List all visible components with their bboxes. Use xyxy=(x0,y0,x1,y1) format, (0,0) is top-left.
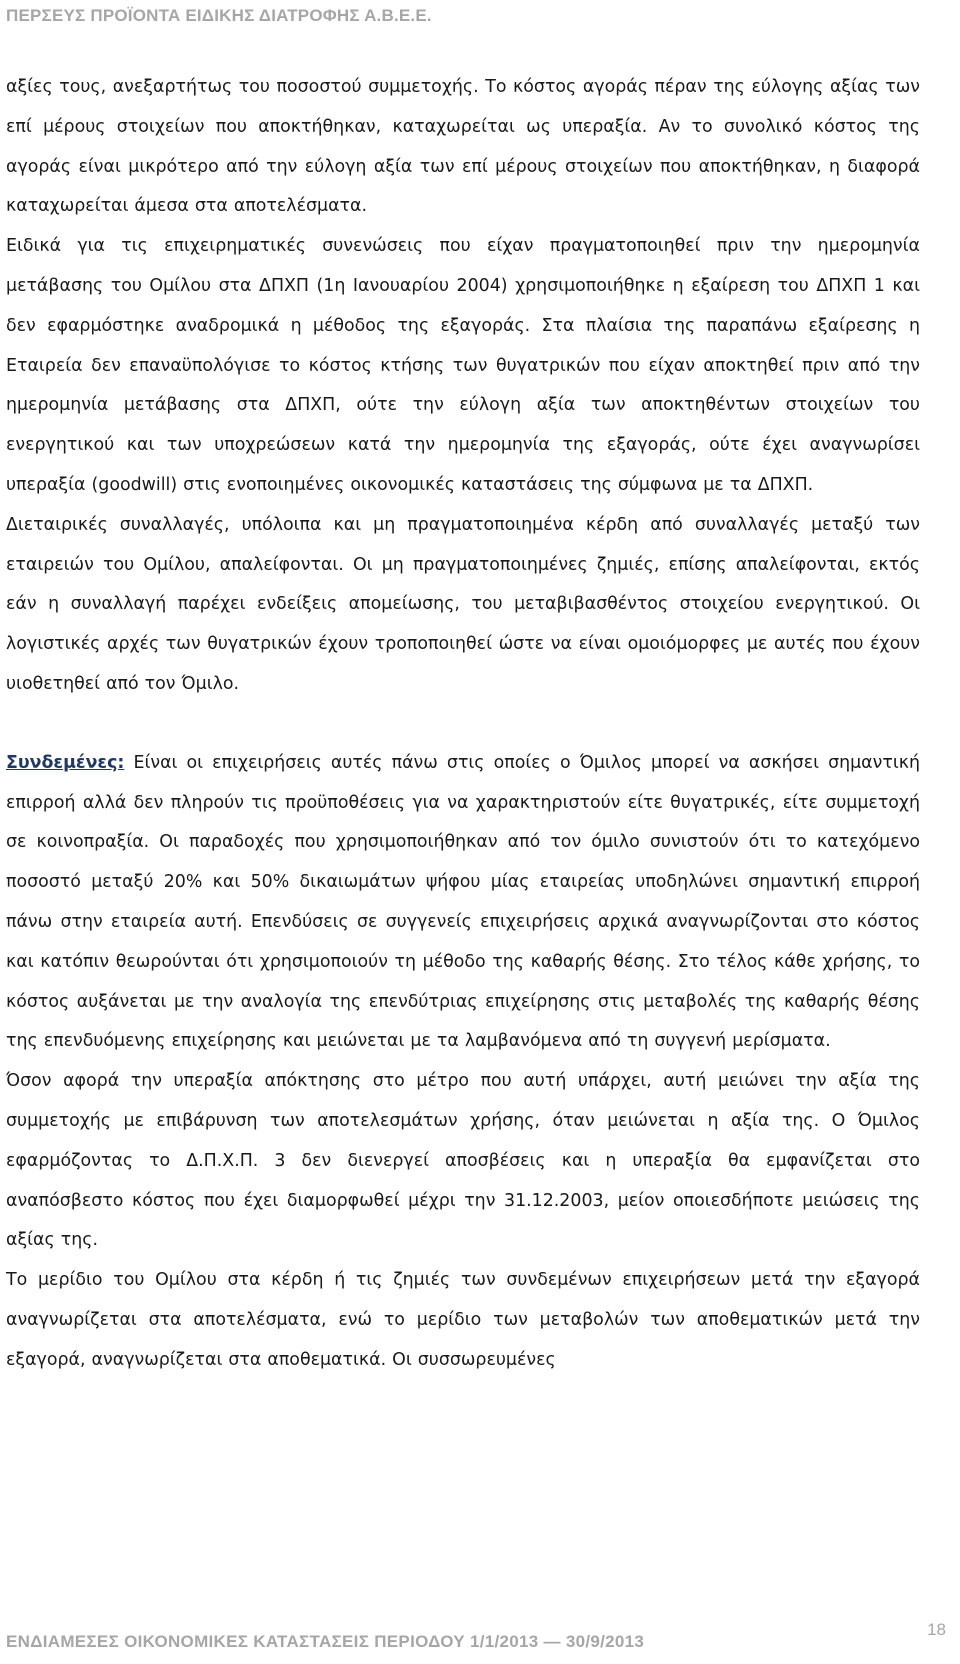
paragraph-share-of-profits: Το μερίδιο του Ομίλου στα κέρδη ή τις ζημιές των συνδεμένων επιχειρήσεων μετά την εξαγορά αναγνωρίζεται στα αποτελέσματα, ενώ το μερίδιο των μεταβολών των αποθεματικών μετά την εξαγορά, αναγνωρίζεται στα αποθεματικά. Οι συσσωρευμένες xyxy=(6,1270,920,1370)
paragraph-goodwill: Όσον αφορά την υπεραξία απόκτησης στο μέτρο που αυτή υπάρχει, αυτή μειώνει την αξία της συμμετοχής με επιβάρυνση των αποτελεσμάτων χρήσης, όταν μειώνεται η αξία της. Ο Όμιλος εφαρμόζοντας το Δ.Π.Χ.Π. 3 δεν διενεργεί αποσβέσεις και η υπεραξία θα εμφανίζεται στο αναπόσβεστο κόστος που έχει διαμορφωθεί μέχρι την 31.12.2003, μείον οποιεσδήποτε μειώσεις της αξίας της. xyxy=(6,1071,920,1251)
document-body xyxy=(6,68,920,1381)
paragraph-ifrs-exemption: Ειδικά για τις επιχειρηματικές συνενώσεις που είχαν πραγματοποιηθεί πριν την ημερομηνία μετάβασης του Ομίλου στα ΔΠΧΠ (1η Ιανουαρίου 2004) χρησιμοποιήθηκε η εξαίρεση του ΔΠΧΠ 1 και δεν εφαρμόστηκε αναδρομικά η μέθοδος της εξαγοράς. Στα πλαίσια της παραπάνω εξαίρεσης η Εταιρεία δεν επαναϋπολόγισε το κόστος κτήσης των θυγατρικών που είχαν αποκτηθεί πριν από την ημερομηνία μετάβασης στα ΔΠΧΠ, ούτε την εύλογη αξία των αποκτηθέντων στοιχείων του ενεργητικού και των υποχρεώσεων κατά την ημερομηνία της εξαγοράς, ούτε έχει αναγνωρίσει υπεραξία (goodwill) στις ενοποιημένες οικονομικές καταστάσεις της σύμφωνα με τα ΔΠΧΠ. xyxy=(6,236,920,495)
paragraph-acquisition-cost: αξίες τους, ανεξαρτήτως του ποσοστού συμμετοχής. Το κόστος αγοράς πέραν της εύλογης αξίας των επί μέρους στοιχείων που αποκτήθηκαν, καταχωρείται ως υπεραξία. Αν το συνολικό κόστος της αγοράς είναι μικρότερο από την εύλογη αξία των επί μέρους στοιχείων που αποκτήθηκαν, η διαφορά καταχωρείται άμεσα στα αποτελέσματα. xyxy=(6,77,920,217)
paragraph-associates xyxy=(6,744,920,1062)
paragraph-spacer xyxy=(6,705,920,744)
footer-report-title: ΕΝΔΙΑΜΕΣΕΣ ΟΙΚΟΝΟΜΙΚΕΣ ΚΑΤΑΣΤΑΣΕΙΣ ΠΕΡΙΟΔΟΥ 1/1/2013 — 30/9/2013 xyxy=(6,1632,645,1651)
page-header-company: ΠΕΡΣΕΥΣ ΠΡΟΪΟΝΤΑ ΕΙΔΙΚΗΣ ΔΙΑΤΡΟΦΗΣ Α.Β.Ε.Ε. xyxy=(6,6,432,25)
page-number: 18 xyxy=(927,1620,946,1639)
term-associates: Συνδεμένες: xyxy=(6,752,125,773)
paragraph-intercompany: Διεταιρικές συναλλαγές, υπόλοιπα και μη πραγματοποιημένα κέρδη από συναλλαγές μεταξύ των εταιρειών του Ομίλου, απαλείφονται. Οι μη πραγματοποιημένες ζημιές, επίσης απαλείφονται, εκτός εάν η συναλλαγή παρέχει ενδείξεις απομείωσης, του μεταβιβασθέντος στοιχείου ενεργητικού. Οι λογιστικές αρχές των θυγατρικών έχουν τροποποιηθεί ώστε να είναι ομοιόμορφες με αυτές που έχουν υιοθετηθεί από τον Όμιλο. xyxy=(6,514,920,694)
paragraph-associates-text: Είναι οι επιχειρήσεις αυτές πάνω στις οποίες ο Όμιλος μπορεί να ασκήσει σημαντική επιρροή αλλά δεν πληρούν τις προϋποθέσεις για να χαρακτηριστούν είτε θυγατρικές, είτε συμμετοχή σε κοινοπραξία. Οι παραδοχές που χρησιμοποιήθηκαν από τον όμιλο συνιστούν ότι το κατεχόμενο ποσοστό μεταξύ 20% και 50% δικαιωμάτων ψήφου μίας εταιρείας υποδηλώνει σημαντική επιρροή πάνω στην εταιρεία αυτή. Επενδύσεις σε συγγενείς επιχειρήσεις αρχικά αναγνωρίζονται στο κόστος και κατόπιν θεωρούνται ότι χρησιμοποιούν τη μέθοδο της καθαρής θέσης. Στο τέλος κάθε χρήσης, το κόστος αυξάνεται με την αναλογία της επενδύτριας επιχείρησης στις μεταβολές της καθαρής θέσης της επενδυόμενης επιχείρησης και μειώνεται με τα λαμβανόμενα από τη συγγενή μερίσματα. xyxy=(6,752,920,1052)
